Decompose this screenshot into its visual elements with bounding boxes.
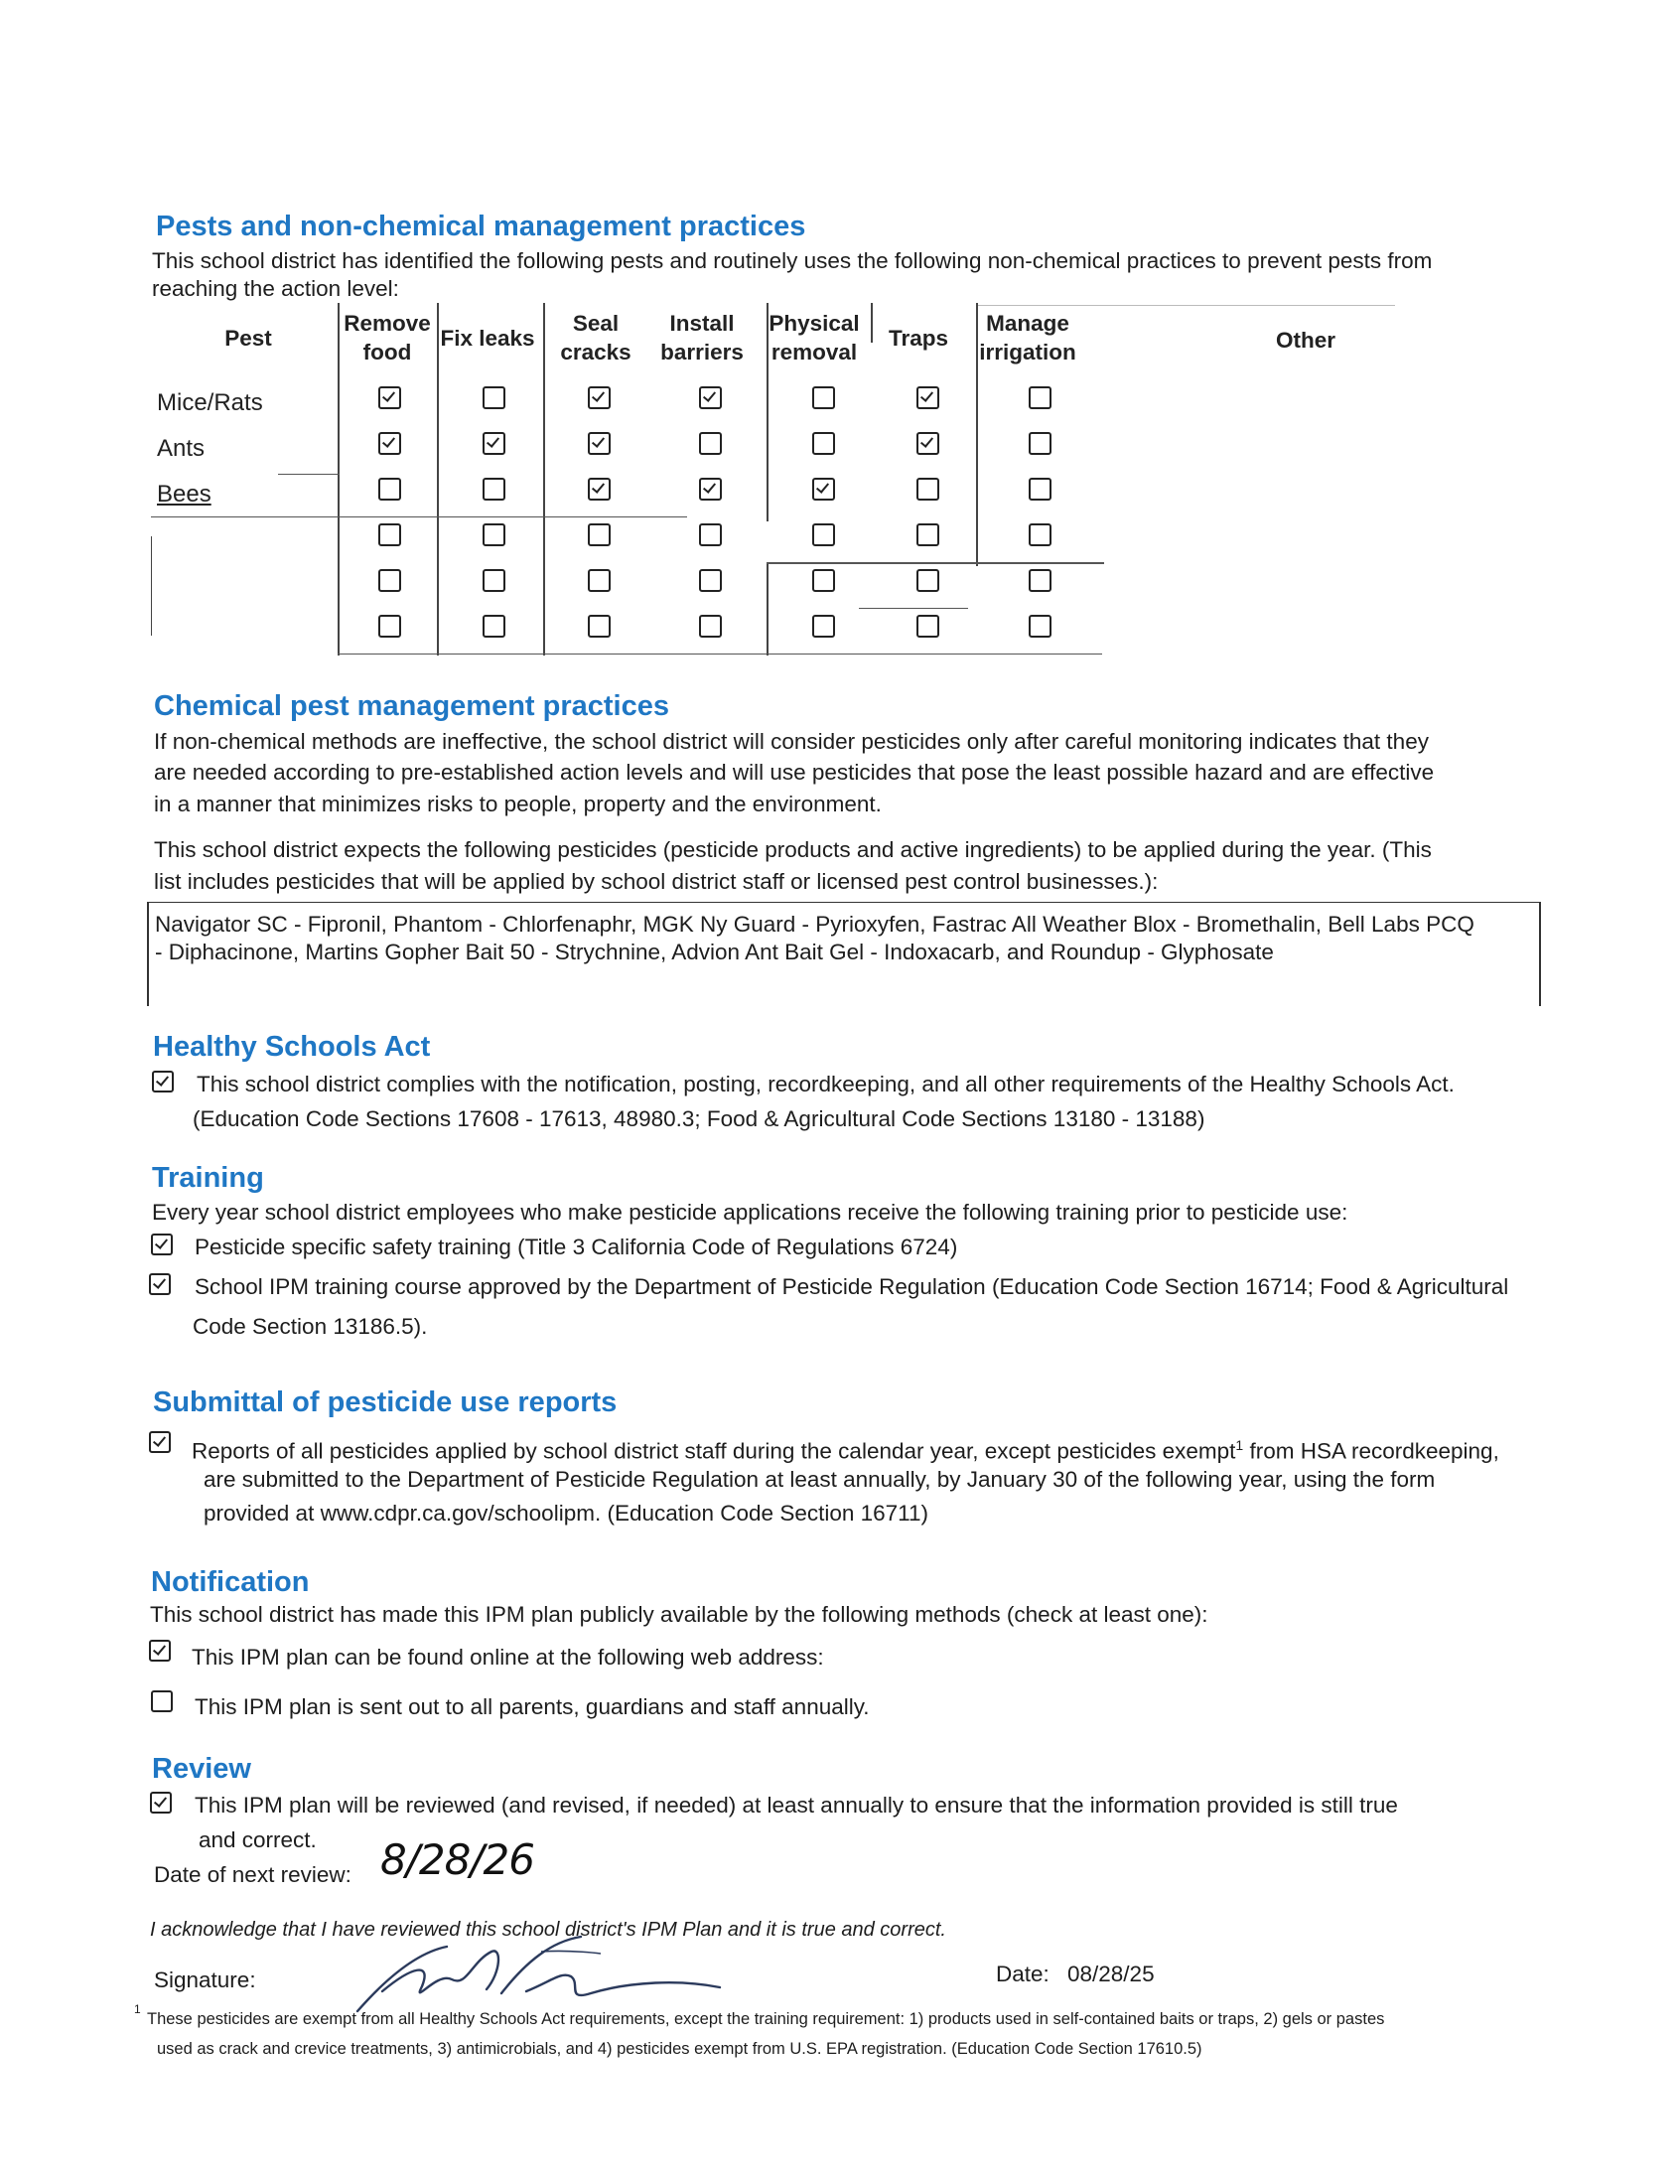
submittal-line3-a: provided at [204,1501,321,1526]
next-review-date-handwritten: 8/28/26 [380,1835,534,1884]
submittal-line1-b: from HSA recordkeeping, [1243,1438,1499,1464]
checkbox-row6-manage-irrigation[interactable] [1029,615,1051,638]
footnote-line1: These pesticides are exempt from all Healthy Schools Act requirements, except the training requirement: 1) products used in self-contained baits or traps, 2) gels or pastes [147,2010,1385,2028]
chemical-para2-line1: This school district expects the following pesticides (pesticide products and active ingredients) to be applied during the year. (This [154,837,1432,862]
safety-training-checkbox[interactable] [151,1234,173,1255]
pesticides-list-line2: - Diphacinone, Martins Gopher Bait 50 - Strychnine, Advion Ant Bait Gel - Indoxacarb, and Roundup - Glyphosate [155,940,1274,964]
pests-section-title: Pests and non-chemical management practices [156,211,806,242]
checkbox-row4-fix-leaks[interactable] [483,523,505,546]
checkbox-row5-install-barriers[interactable] [699,569,722,592]
date-value: 08/28/25 [1067,1962,1155,1986]
training-item2-line2: Code Section 13186.5). [193,1314,428,1339]
checkbox-row4-traps[interactable] [916,523,939,546]
notification-intro: This school district has made this IPM plan publicly available by the following methods (check at least one): [150,1602,1208,1627]
training-section-title: Training [152,1162,264,1194]
sent-to-parents-checkbox[interactable] [151,1690,173,1712]
checkbox-row1-manage-irrigation[interactable] [1029,386,1051,409]
chemical-para2-line2: list includes pesticides that will be applied by school district staff or licensed pest control businesses.): [154,869,1159,894]
col-header-fix-leaks: Fix leaks [440,326,535,351]
checkbox-row4-remove-food[interactable] [378,523,401,546]
pest-practices-table [0,0,1680,695]
col-header-other: Other [1275,328,1335,353]
checkbox-row5-remove-food[interactable] [378,569,401,592]
cdpr-schoolipm-link[interactable]: www.cdpr.ca.gov/schoolipm. [320,1501,602,1526]
row-label-mice-rats: Mice/Rats [157,389,263,416]
notification-option1: This IPM plan can be found online at the following web address: [192,1645,824,1670]
table-divider [543,303,545,655]
submittal-line3 [204,1498,928,1529]
chemical-para1-line1: If non-chemical methods are ineffective, the school district will consider pesticides only after careful monitoring indicates that they [154,729,1429,754]
checkbox-row2-manage-irrigation[interactable] [1029,432,1051,455]
table-divider [151,516,687,517]
col-header-manage-irrigation: Manage irrigation [979,311,1076,364]
notification-section-title: Notification [151,1566,310,1598]
hsa-item-line2: (Education Code Sections 17608 - 17613, 48980.3; Food & Agricultural Code Sections 13180 - 13188) [193,1106,1205,1131]
checkbox-row5-traps[interactable] [916,569,939,592]
ipm-course-checkbox[interactable] [149,1273,171,1295]
training-item2-line1: School IPM training course approved by the Department of Pesticide Regulation (Education Code Section 16714; Food & Agricultural [195,1274,1509,1299]
review-line2: and correct. [199,1827,317,1852]
checkbox-row4-install-barriers[interactable] [699,523,722,546]
checkbox-row1-remove-food[interactable] [378,386,401,409]
chemical-section-title: Chemical pest management practices [154,690,669,722]
checkbox-row1-fix-leaks[interactable] [483,386,505,409]
footnote-reference: 1 [1235,1437,1244,1453]
checkbox-row3-manage-irrigation[interactable] [1029,478,1051,501]
submittal-section-title: Submittal of pesticide use reports [153,1386,618,1418]
table-divider [278,474,340,475]
checkbox-row6-install-barriers[interactable] [699,615,722,638]
checkbox-row1-seal-cracks[interactable] [588,386,611,409]
col-header-physical-removal: Physical removal [769,311,860,364]
acknowledge-statement: I acknowledge that I have reviewed this school district's IPM Plan and it is true and correct. [150,1919,946,1941]
checkbox-row5-manage-irrigation[interactable] [1029,569,1051,592]
col-header-remove-food: Remove food [344,311,431,364]
hsa-section-title: Healthy Schools Act [153,1031,431,1063]
signature-image [352,1932,730,2021]
training-intro: Every year school district employees who make pesticide applications receive the following training prior to pesticide use: [152,1200,1348,1225]
table-divider [859,608,968,609]
checkbox-row3-traps[interactable] [916,478,939,501]
checkbox-row6-fix-leaks[interactable] [483,615,505,638]
online-availability-checkbox[interactable] [149,1640,171,1662]
checkbox-row5-fix-leaks[interactable] [483,569,505,592]
col-header-seal-cracks: Seal cracks [560,311,631,364]
checkbox-row2-fix-leaks[interactable] [483,432,505,455]
checkbox-row3-seal-cracks[interactable] [588,478,611,501]
checkbox-row6-remove-food[interactable] [378,615,401,638]
submittal-checkbox[interactable] [149,1431,171,1453]
submittal-line2: are submitted to the Department of Pesticide Regulation at least annually, by January 30 of the following year, using the form [204,1467,1436,1492]
checkbox-row3-remove-food[interactable] [378,478,401,501]
checkbox-row2-install-barriers[interactable] [699,432,722,455]
pests-intro-line2: reaching the action level: [152,276,399,301]
table-divider [871,303,873,343]
checkbox-row3-fix-leaks[interactable] [483,478,505,501]
checkbox-row5-physical-removal[interactable] [812,569,835,592]
submittal-line3-b: (Education Code Section 16711) [601,1501,929,1526]
checkbox-row5-seal-cracks[interactable] [588,569,611,592]
table-divider [767,562,1104,564]
checkbox-row3-install-barriers[interactable] [699,478,722,501]
chemical-para1-line3: in a manner that minimizes risks to people, property and the environment. [154,792,882,816]
notification-option2: This IPM plan is sent out to all parents, guardians and staff annually. [195,1694,870,1719]
checkbox-row1-traps[interactable] [916,386,939,409]
chemical-para1-line2: are needed according to pre-established action levels and will use pesticides that pose the least possible hazard and are effective [154,760,1435,785]
date-label: Date: [996,1962,1050,1986]
training-item1: Pesticide specific safety training (Title 3 California Code of Regulations 6724) [195,1235,958,1259]
row-label-ants: Ants [157,435,206,462]
submittal-line1-a: Reports of all pesticides applied by school district staff during the calendar year, except pesticides exempt [192,1438,1236,1464]
pesticides-list-line1: Navigator SC - Fipronil, Phantom - Chlorfenaphr, MGK Ny Guard - Pyrioxyfen, Fastrac All Weather Blox - Bromethalin, Bell Labs PCQ [155,912,1474,937]
footnote-mark: 1 [134,2002,141,2016]
checkbox-row2-traps[interactable] [916,432,939,455]
hsa-compliance-checkbox[interactable] [152,1071,174,1092]
table-divider [338,303,340,655]
checkbox-row2-physical-removal[interactable] [812,432,835,455]
next-review-label: Date of next review: [154,1862,351,1887]
pesticides-list-box [147,902,1541,1006]
checkbox-row6-traps[interactable] [916,615,939,638]
footnote-line2: used as crack and crevice treatments, 3) antimicrobials, and 4) pesticides exempt from U.S. EPA registration. (Education Code Section 17610.5) [157,2040,1202,2058]
table-divider [976,303,978,566]
col-header-traps: Traps [888,326,949,351]
review-section-title: Review [152,1753,251,1785]
table-divider [767,562,769,655]
submittal-line1 [192,1429,1499,1468]
checkbox-row4-manage-irrigation[interactable] [1029,523,1051,546]
col-header-pest: Pest [224,326,272,351]
col-header-install-barriers: Install barriers [660,311,744,364]
hsa-item-line1: This school district complies with the notification, posting, recordkeeping, and all other requirements of the Healthy Schools Act. [197,1072,1455,1096]
table-divider [767,303,769,521]
table-divider [151,536,152,636]
checkbox-row4-seal-cracks[interactable] [588,523,611,546]
checkbox-row1-install-barriers[interactable] [699,386,722,409]
checkbox-row2-remove-food[interactable] [378,432,401,455]
checkbox-row2-seal-cracks[interactable] [588,432,611,455]
signature-label: Signature: [154,1967,256,1992]
checkbox-row3-physical-removal[interactable] [812,478,835,501]
row-label-bees: Bees [157,481,211,508]
table-divider [978,305,1395,306]
review-checkbox[interactable] [150,1792,172,1814]
checkbox-row4-physical-removal[interactable] [812,523,835,546]
table-divider [338,654,1102,655]
checkbox-row6-physical-removal[interactable] [812,615,835,638]
pests-intro-line1: This school district has identified the following pests and routinely uses the following non-chemical practices to prevent pests from [152,248,1433,273]
review-line1: This IPM plan will be reviewed (and revised, if needed) at least annually to ensure that the information provided is still true [195,1793,1398,1818]
table-divider [437,303,439,655]
checkbox-row6-seal-cracks[interactable] [588,615,611,638]
checkbox-row1-physical-removal[interactable] [812,386,835,409]
